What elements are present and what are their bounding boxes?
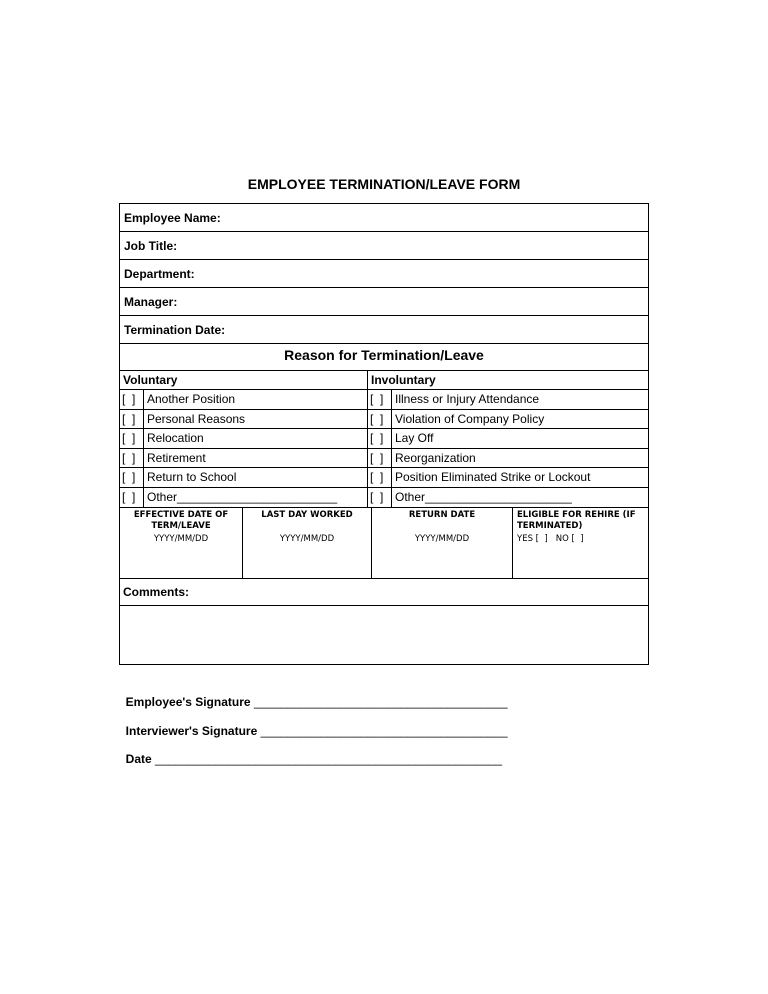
checkbox[interactable]: [ ] bbox=[120, 429, 144, 448]
checkbox[interactable]: [ ] bbox=[368, 449, 392, 468]
reason-option-another-position[interactable] bbox=[120, 390, 367, 410]
eligible-rehire-cell[interactable] bbox=[513, 508, 648, 578]
reason-label: Lay Off bbox=[395, 431, 434, 445]
date-signature-line[interactable] bbox=[119, 738, 502, 766]
reason-label: Other________________________ bbox=[147, 489, 338, 504]
reason-option-illness[interactable] bbox=[368, 390, 648, 410]
reason-label: Other______________________ bbox=[395, 489, 572, 504]
manager-field[interactable]: Manager: bbox=[120, 288, 648, 316]
effective-date-cell[interactable] bbox=[120, 508, 243, 578]
reasons-table bbox=[120, 371, 648, 507]
termination-form bbox=[119, 203, 649, 665]
reason-option-retirement[interactable] bbox=[120, 449, 367, 469]
interviewer-signature-label: Interviewer's Signature bbox=[125, 724, 258, 738]
reason-section-title: Reason for Termination/Leave bbox=[120, 344, 648, 371]
reason-label: Reorganization bbox=[395, 450, 476, 465]
involuntary-column bbox=[368, 371, 648, 507]
reason-label: Personal Reasons bbox=[147, 411, 246, 426]
department-field[interactable]: Department: bbox=[120, 260, 648, 288]
return-date-heading: RETURN DATE bbox=[408, 510, 476, 520]
reason-option-relocation[interactable] bbox=[120, 429, 367, 449]
reason-label: Retirement bbox=[147, 450, 206, 465]
signature-underline: ______________________________________ bbox=[250, 695, 508, 709]
checkbox[interactable]: [ ] bbox=[120, 488, 144, 508]
comments-label: Comments: bbox=[120, 579, 648, 606]
effective-date-heading: EFFECTIVE DATE OF TERM/LEAVE bbox=[133, 510, 229, 531]
reason-option-reorganization[interactable] bbox=[368, 449, 648, 469]
last-day-worked-value: YYYY/MM/DD bbox=[279, 534, 335, 544]
reason-label: Violation of Company Policy bbox=[395, 411, 545, 426]
reason-label: Illness or Injury Attendance bbox=[395, 392, 540, 406]
job-title-field[interactable]: Job Title: bbox=[120, 232, 648, 260]
employee-name-field[interactable]: Employee Name: bbox=[120, 204, 648, 232]
checkbox[interactable]: [ ] bbox=[120, 468, 144, 487]
checkbox[interactable]: [ ] bbox=[368, 410, 392, 429]
voluntary-heading: Voluntary bbox=[120, 371, 367, 390]
interviewer-signature-line[interactable] bbox=[119, 710, 508, 738]
comments-box[interactable] bbox=[120, 606, 648, 664]
reason-option-other-voluntary[interactable] bbox=[120, 488, 367, 508]
eligible-rehire-value: YES [ ] NO [ ] bbox=[517, 534, 584, 544]
reason-option-other-involuntary[interactable] bbox=[368, 488, 648, 508]
checkbox[interactable]: [ ] bbox=[120, 390, 144, 409]
signature-underline: _____________________________________ bbox=[257, 724, 508, 738]
reason-option-personal-reasons[interactable] bbox=[120, 410, 367, 430]
checkbox[interactable]: [ ] bbox=[368, 390, 392, 409]
voluntary-column bbox=[120, 371, 368, 507]
involuntary-heading: Involuntary bbox=[368, 371, 648, 390]
employee-signature-label: Employee's Signature bbox=[125, 695, 251, 709]
checkbox[interactable]: [ ] bbox=[368, 429, 392, 448]
reason-label: Position Eliminated Strike or Lockout bbox=[395, 470, 591, 484]
reason-option-position-eliminated[interactable] bbox=[368, 468, 648, 488]
reason-option-policy-violation[interactable] bbox=[368, 410, 648, 430]
termination-date-field[interactable]: Termination Date: bbox=[120, 316, 648, 344]
last-day-worked-cell[interactable] bbox=[243, 508, 372, 578]
reason-option-return-to-school[interactable] bbox=[120, 468, 367, 488]
reason-option-lay-off[interactable] bbox=[368, 429, 648, 449]
reason-label: Return to School bbox=[147, 470, 237, 484]
employee-signature-line[interactable] bbox=[119, 681, 508, 709]
effective-date-value: YYYY/MM/DD bbox=[153, 534, 209, 544]
return-date-value: YYYY/MM/DD bbox=[414, 534, 470, 544]
return-date-cell[interactable] bbox=[372, 508, 513, 578]
last-day-worked-heading: LAST DAY WORKED bbox=[261, 510, 353, 520]
checkbox[interactable]: [ ] bbox=[368, 468, 392, 487]
date-label: Date bbox=[125, 752, 152, 766]
reason-label: Relocation bbox=[147, 431, 204, 445]
reason-label: Another Position bbox=[147, 392, 236, 406]
date-underline: ____________________________________________________ bbox=[151, 752, 503, 766]
eligible-rehire-heading: ELIGIBLE FOR REHIRE (IF TERMINATED) bbox=[517, 510, 636, 531]
checkbox[interactable]: [ ] bbox=[368, 488, 392, 508]
dates-table bbox=[120, 507, 648, 579]
form-title: EMPLOYEE TERMINATION/LEAVE FORM bbox=[247, 176, 521, 192]
checkbox[interactable]: [ ] bbox=[120, 449, 144, 468]
checkbox[interactable]: [ ] bbox=[120, 410, 144, 429]
